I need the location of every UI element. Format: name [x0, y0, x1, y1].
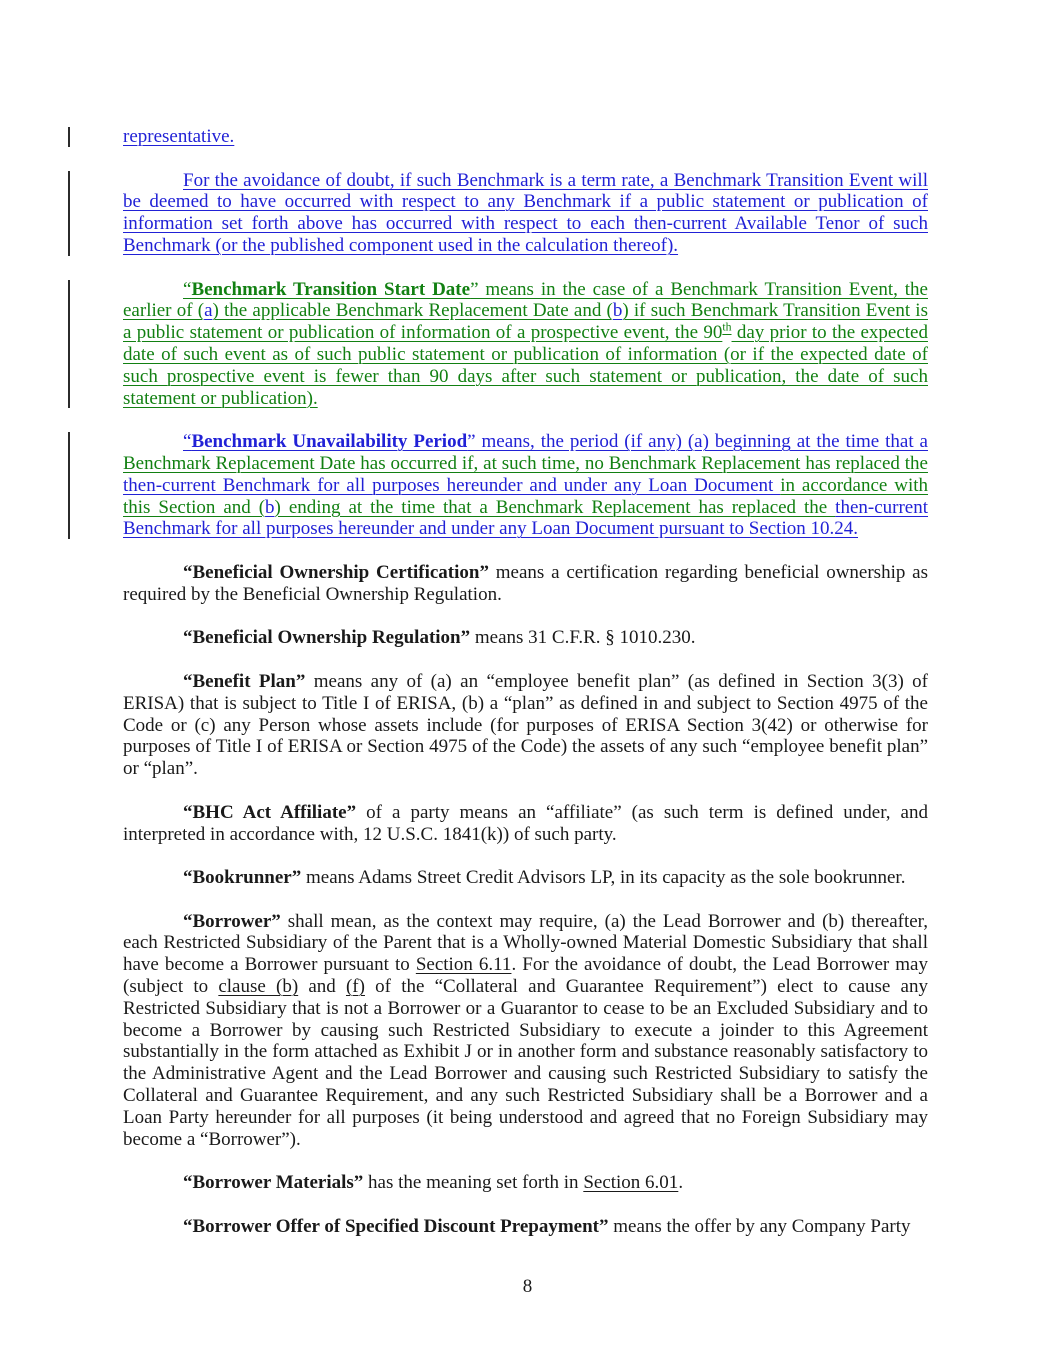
paragraph-benefit-plan	[123, 671, 928, 780]
text-run: then-current Benchmark for all purposes hereunder and under any Loan Document	[123, 474, 781, 496]
paragraph-benchmark-unavailability-period	[123, 431, 928, 540]
defined-term: Benchmark Transition Start Date	[191, 278, 471, 300]
text-run: For the avoidance of doubt, if such Benchmark is a term rate, a Benchmark Transition Event will be deemed to have occurred with respect to any Benchmark if a public statement or publication of information set forth above has occurred with respect to each then-current Available Tenor of such Benchmark (or the published component used in the calculation thereof).	[123, 169, 928, 256]
paragraph-benchmark-transition-start-date	[123, 279, 928, 410]
text-run: representative.	[123, 126, 235, 147]
change-bar	[68, 127, 70, 147]
text-run: ” means, the period (if any) (a) beginning at the time that a	[467, 431, 928, 453]
ordinal-superscript: th	[722, 320, 732, 334]
defined-term: “Borrower”	[183, 910, 281, 932]
cross-reference-link: b	[612, 300, 623, 322]
text-run: means any of (a) an “employee benefit plan” (as defined in Section 3(3) of ERISA) that is subject to Title I of ERISA, (b) a “plan” as defined in and subject to Section 4975 of the Code or (c) any Person whose assets include (for purposes of ERISA Section 3(42) or otherwise for purposes of Title I of ERISA or Section 4975 of the Code) the assets of any such “employee benefit plan” or “plan”.	[123, 670, 928, 780]
document-body	[123, 126, 928, 1259]
page-number: 8	[522, 1276, 533, 1297]
section-reference: Section 6.11	[415, 954, 512, 976]
change-bar	[68, 432, 70, 539]
paragraph-borrower-materials	[123, 1172, 928, 1194]
text-run: means Adams Street Credit Advisors LP, in its capacity as the sole bookrunner.	[301, 867, 906, 889]
text-run: means 31 C.F.R. § 1010.230.	[470, 627, 696, 649]
paragraph-borrower	[123, 911, 928, 1151]
text-run: and	[298, 976, 346, 998]
cross-reference-link: b	[265, 496, 275, 518]
text-run: “	[183, 278, 192, 300]
paragraph-bhc-act-affiliate	[123, 802, 928, 846]
defined-term: “Benefit Plan”	[183, 670, 306, 692]
section-reference: (f)	[345, 976, 365, 998]
text-run: then-current Benchmark for all purposes hereunder and under any Loan Document pursuant to Section 10.24.	[123, 496, 929, 540]
text-run: .	[678, 1172, 684, 1194]
text-run: has the meaning set forth in	[363, 1172, 584, 1194]
section-reference: clause (b)	[218, 976, 299, 998]
defined-term: “Beneficial Ownership Regulation”	[183, 627, 471, 649]
defined-term: “Borrower Materials”	[183, 1172, 364, 1194]
paragraph-avoidance-of-doubt	[123, 170, 928, 257]
text-run: Benchmark Replacement Date has occurred if, at such time, no Benchmark Replacement has replaced the	[123, 452, 928, 474]
text-run: means a certification regarding beneficial ownership as required by the Beneficial Ownership Regulation.	[123, 561, 928, 605]
paragraph-representative	[123, 126, 928, 148]
text-run: of a party means an “affiliate” (as such term is defined under, and interpreted in accordance with, 12 U.S.C. 1841(k)) of such party.	[123, 801, 928, 845]
defined-term: Benchmark Unavailability Period	[191, 431, 468, 453]
paragraph-bookrunner	[123, 867, 928, 889]
text-run: shall mean, as the context may require, (a) the Lead Borrower and (b) thereafter, each Restricted Subsidiary of the Parent that is a Wholly-owned Material Domestic Subsidiary that shall have become a Borrower pursuant to	[123, 910, 928, 976]
change-bar	[68, 171, 70, 256]
text-run: of the “Collateral and Guarantee Requirement”) elect to cause any Restricted Subsidiary that is not a Borrower or a Guarantor to cease to be an Excluded Subsidiary and to become a Borrower by causing such Restricted Subsidiary to execute a joinder to this Agreement substantially in the form attached as Exhibit J or in another form and substance reasonably satisfactory to the Administrative Agent and the Lead Borrower and causing such Restricted Subsidiary to satisfy the Collateral and Guarantee Requirement, and any such Restricted Subsidiary shall be a Borrower and a Loan Party hereunder for all purposes (it being understood and agreed that no Foreign Subsidiary may become a “Borrower”).	[123, 976, 928, 1150]
change-bar	[68, 280, 70, 409]
defined-term: “Bookrunner”	[183, 867, 302, 889]
defined-term: “Beneficial Ownership Certification”	[183, 561, 489, 583]
defined-term: “Borrower Offer of Specified Discount Prepayment”	[183, 1215, 609, 1237]
text-run: means the offer by any Company Party	[608, 1215, 911, 1237]
paragraph-borrower-offer-of-specified-discount-prepayment	[123, 1216, 928, 1238]
cross-reference-link: a	[204, 300, 213, 322]
text-run: ” means in the case of a Benchmark Transition Event, the earlier of (	[123, 278, 928, 322]
paragraph-beneficial-ownership-regulation	[123, 627, 928, 649]
text-run: . For the avoidance of doubt, the Lead Borrower may (subject to	[123, 954, 928, 998]
defined-term: “BHC Act Affiliate”	[183, 801, 357, 823]
section-reference: Section 6.01	[583, 1172, 679, 1194]
text-run: “	[183, 431, 192, 453]
text-run: in accordance with this Section and (	[123, 474, 929, 518]
text-run: day prior to the expected date of such event as of such public statement or publication of information (or if the expected date of such prospective event is fewer than 90 days after such statement or publication, the date of such statement or publication).	[123, 322, 928, 409]
paragraph-beneficial-ownership-certification	[123, 562, 928, 606]
text-run: ) ending at the time that a Benchmark Replacement has replaced the	[274, 496, 836, 518]
text-run: ) if such Benchmark Transition Event is a public statement or publication of information of a prospective event, the 90	[123, 300, 928, 344]
text-run: ) the applicable Benchmark Replacement Date and (	[212, 300, 613, 322]
